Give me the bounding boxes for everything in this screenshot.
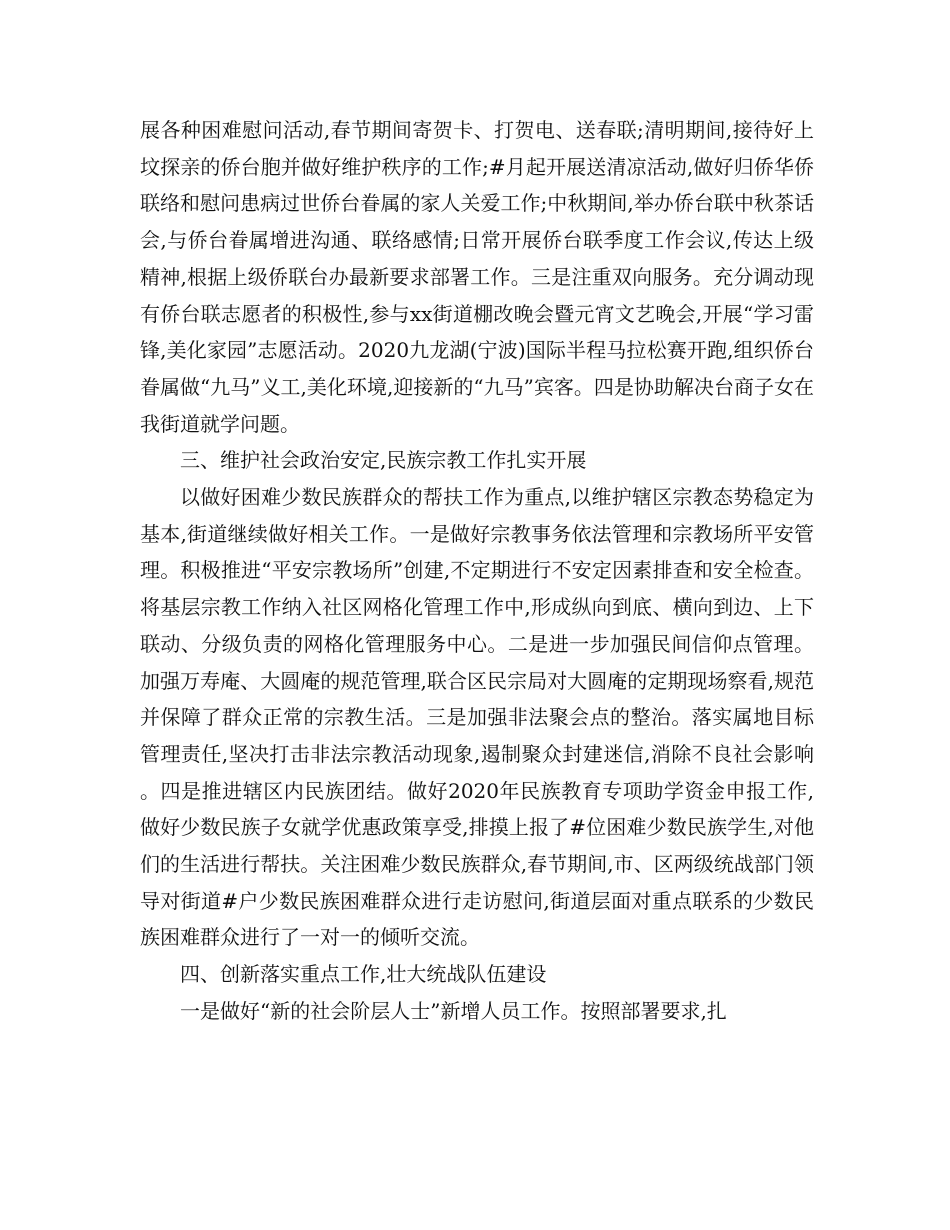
document-body	[140, 112, 814, 1030]
section-heading-4: 四、创新落实重点工作,壮大统战队伍建设	[180, 962, 547, 987]
paragraph-ethnic-religious-work: 以做好困难少数民族群众的帮扶工作为重点,以维护辖区宗教态势稳定为基本,街道继续做好相关工作。一是做好宗教事务依法管理和宗教场所平安管理。积极推进“平安宗教场所”创建,不定期进行不安定因素排查和安全检查。将基层宗教工作纳入社区网格化管理工作中,形成纵向到底、横向到边、上下联动、分级负责的网格化管理服务中心。二是进一步加强民间信仰点管理。加强万寿庵、大圆庵的规范管理,联合区民宗局对大圆庵的定期现场察看,规范并保障了群众正常的宗教生活。三是加强非法聚会点的整治。落实属地目标管理责任,坚决打击非法宗教活动现象,遏制聚众封建迷信,消除不良社会影响。四是推进辖区内民族团结。做好2020年民族教育专项助学资金申报工作,做好少数民族子女就学优惠政策享受,排摸上报了#位困难少数民族学生,对他们的生活进行帮扶。关注困难少数民族群众,春节期间,市、区两级统战部门领导对街道#户少数民族困难群众进行走访慰问,街道层面对重点联系的少数民族困难群众进行了一对一的倾听交流。	[140, 485, 814, 950]
paragraph-continuation: 展各种困难慰问活动,春节期间寄贺卡、打贺电、送春联;清明期间,接待好上坟探亲的侨台胞并做好维护秩序的工作;#月起开展送清凉活动,做好归侨华侨联络和慰问患病过世侨台眷属的家人关爱工作;中秋期间,举办侨台联中秋茶话会,与侨台眷属增进沟通、联络感情;日常开展侨台联季度工作会议,传达上级精神,根据上级侨联台办最新要求部署工作。三是注重双向服务。充分调动现有侨台联志愿者的积极性,参与xx街道棚改晚会暨元宵文艺晚会,开展“学习雷锋,美化家园”志愿活动。2020九龙湖(宁波)国际半程马拉松赛开跑,组织侨台眷属做“九马”义工,美化环境,迎接新的“九马”宾客。四是协助解决台商子女在我街道就学问题。	[140, 118, 814, 436]
paragraph-new-social-strata: 一是做好“新的社会阶层人士”新增人员工作。按照部署要求,扎	[180, 998, 727, 1023]
section-heading-3: 三、维护社会政治安定,民族宗教工作扎实开展	[180, 448, 587, 473]
